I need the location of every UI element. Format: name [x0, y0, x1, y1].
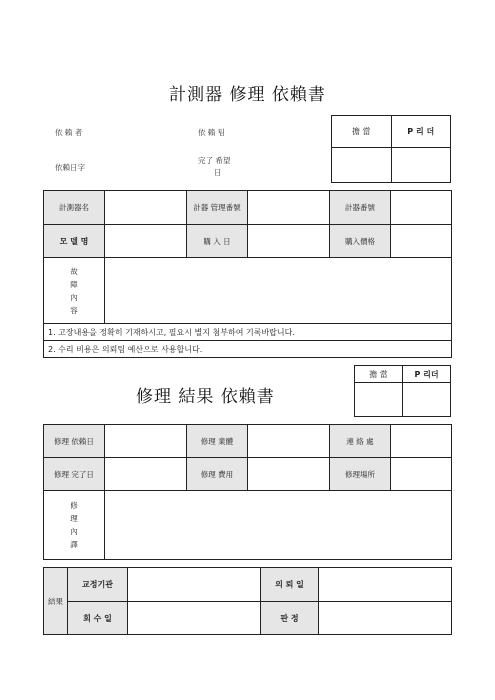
instrument-name-field[interactable] [105, 191, 187, 225]
repair-details-label: 修 理 內 譯 [44, 491, 105, 560]
repair-details-field[interactable] [105, 491, 452, 560]
repair-request-date-label: 修理 依賴日 [44, 425, 105, 458]
model-name-label: 모 델 명 [44, 225, 105, 258]
instrument-number-field[interactable] [391, 191, 452, 225]
repair-cost-label: 修理 費用 [187, 458, 248, 491]
instrument-number-label: 計器番號 [330, 191, 391, 225]
approval-charge-header: 擔 當 [332, 116, 392, 148]
approval-charge-sign[interactable] [332, 148, 392, 183]
purchase-price-label: 購入價格 [330, 225, 391, 258]
approval-box-result [354, 365, 451, 417]
completion-wish-label-line1: 完了 希望 [198, 156, 231, 165]
result-label: 結果 [44, 568, 68, 635]
judgment-field[interactable] [319, 602, 452, 635]
repair-request-date-field[interactable] [105, 425, 187, 458]
fault-content-label: 故 障 內 容 [44, 258, 105, 324]
instrument-name-label: 計測器名 [44, 191, 105, 225]
fault-content-field[interactable] [105, 258, 452, 324]
contact-field[interactable] [391, 425, 452, 458]
contact-label: 連 絡 處 [330, 425, 391, 458]
request-team-label: 依 賴 팀 [198, 128, 226, 137]
purchase-date-field[interactable] [248, 225, 330, 258]
result-summary-table [43, 567, 452, 635]
note-2: 2. 수리 비용은 의뢰팀 예산으로 사용합니다. [44, 341, 452, 358]
purchase-price-field[interactable] [391, 225, 452, 258]
calibration-org-field[interactable] [128, 568, 261, 602]
result-table [43, 424, 452, 560]
repair-vendor-label: 修理 業體 [187, 425, 248, 458]
summary-request-date-label: 의 뢰 일 [261, 568, 319, 602]
repair-cost-field[interactable] [248, 458, 330, 491]
collection-date-label: 회 수 일 [68, 602, 128, 635]
requester-label: 依 賴 者 [55, 128, 83, 137]
repair-completion-date-label: 修理 完了日 [44, 458, 105, 491]
summary-request-date-field[interactable] [319, 568, 452, 602]
collection-date-field[interactable] [128, 602, 261, 635]
purchase-date-label: 購 入 日 [187, 225, 248, 258]
result-approval-charge-header: 擔 當 [355, 366, 403, 383]
mgmt-number-field[interactable] [248, 191, 330, 225]
request-form-title: 計測器 修理 依賴書 [169, 85, 326, 105]
calibration-org-label: 교정기관 [68, 568, 128, 602]
result-approval-charge-sign[interactable] [355, 383, 403, 417]
repair-completion-date-field[interactable] [105, 458, 187, 491]
approval-leader-sign[interactable] [391, 148, 451, 183]
repair-vendor-field[interactable] [248, 425, 330, 458]
approval-box-request [331, 115, 451, 183]
approval-leader-header: P 리 더 [391, 116, 451, 148]
mgmt-number-label: 計器 管理番號 [187, 191, 248, 225]
completion-wish-label-line2: 日 [214, 168, 222, 177]
judgment-label: 판 정 [261, 602, 319, 635]
request-date-label: 依賴日字 [55, 163, 85, 172]
repair-location-field[interactable] [391, 458, 452, 491]
request-table [43, 190, 452, 358]
result-approval-leader-sign[interactable] [403, 383, 451, 417]
note-1: 1. 고장내용을 정확히 기재하시고, 필요시 별지 첨부하여 기록바랍니다. [44, 324, 452, 341]
result-form-title: 修理 結果 依賴書 [136, 387, 275, 407]
model-name-field[interactable] [105, 225, 187, 258]
result-approval-leader-header: P 리더 [403, 366, 451, 383]
repair-location-label: 修理場所 [330, 458, 391, 491]
